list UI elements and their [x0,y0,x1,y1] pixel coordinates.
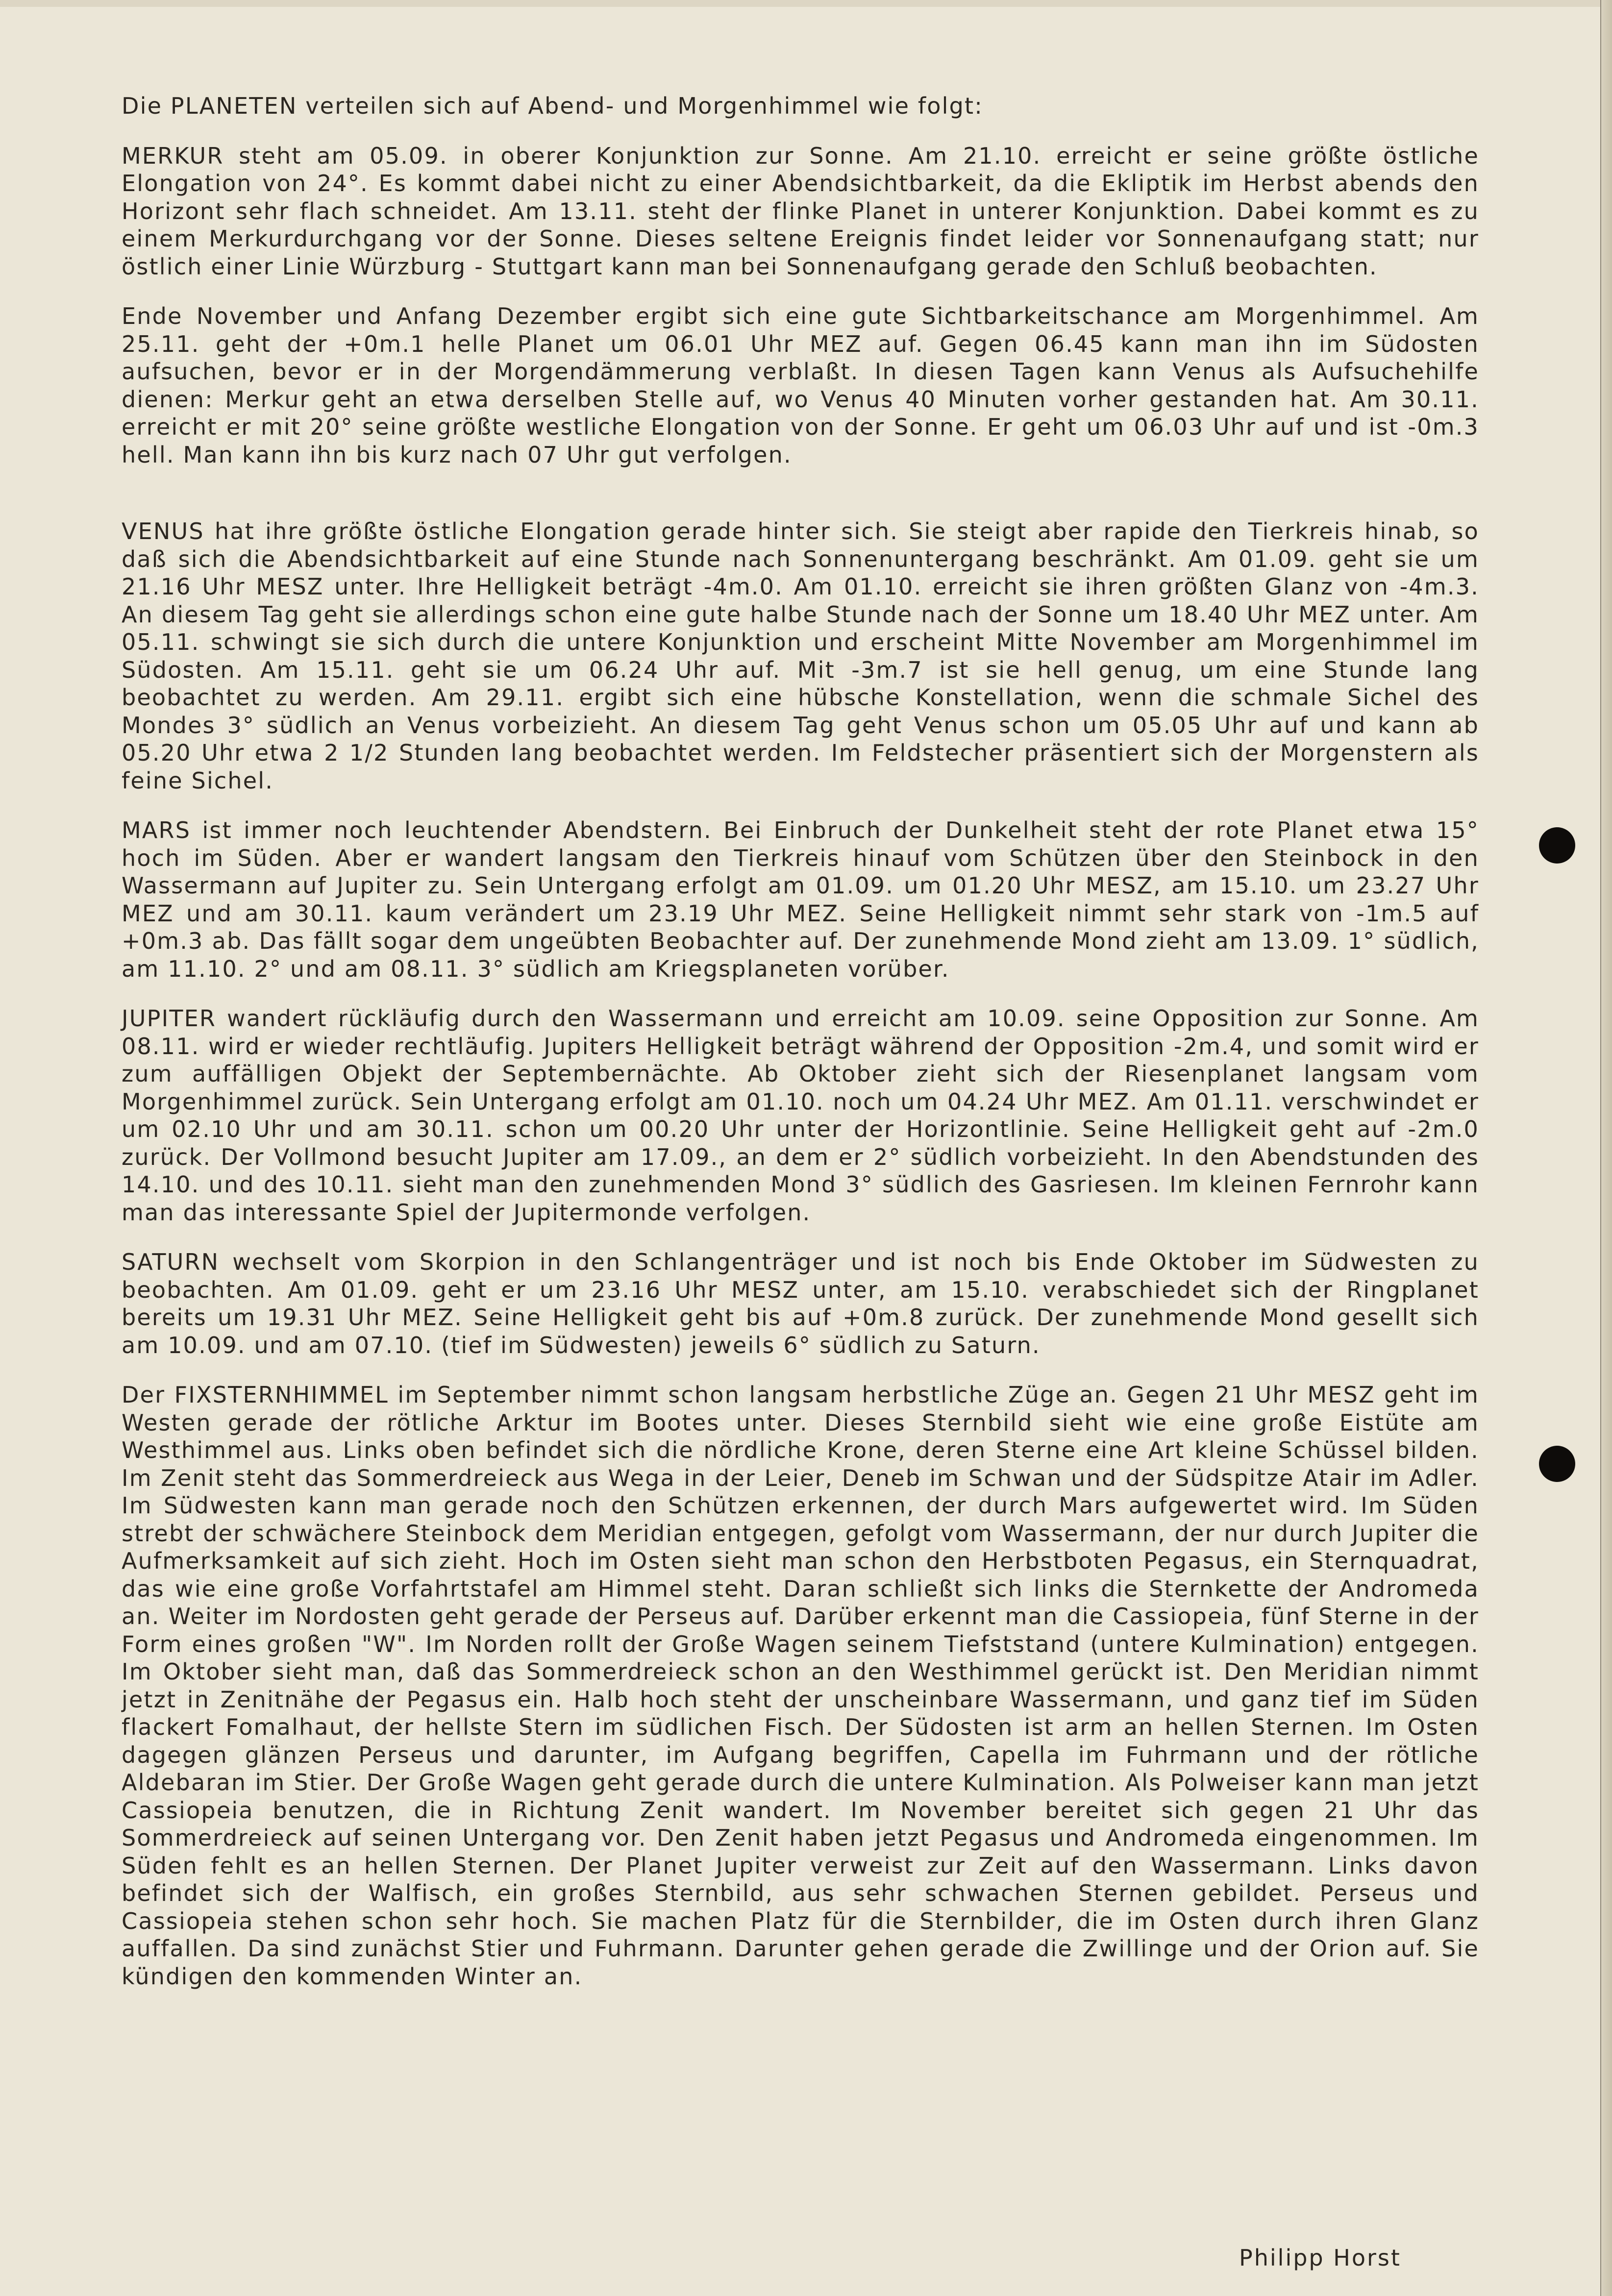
venus-paragraph: VENUS hat ihre größte östliche Elongation gerade hinter sich. Sie steigt aber rapide den Tierkreis hinab, so daß sich die Abendsichtbarkeit auf eine Stunde nach Sonnenuntergang beschränkt. Am 01.09. geht sie um 21.16 Uhr MESZ unter. Ihre Helligkeit beträgt -4m.0. Am 01.10. erreicht sie ihren größten Glanz von -4m.3. An diesem Tag geht sie allerdings schon eine gute halbe Stunde nach der Sonne um 18.40 Uhr MEZ unter. Am 05.11. schwingt sie sich durch die untere Konjunktion und erscheint Mitte November am Morgenhimmel im Südosten. Am 15.11. geht sie um 06.24 Uhr auf. Mit -3m.7 ist sie hell genug, um eine Stunde lang beobachtet zu werden. Am 29.11. ergibt sich eine hübsche Konstellation, wenn die schmale Sichel des Mondes 3° südlich an Venus vorbeizieht. An diesem Tag geht Venus schon um 05.05 Uhr auf und kann ab 05.20 Uhr etwa 2 1/2 Stunden lang beobachtet werden. Im Feldstecher präsentiert sich der Morgenstern als feine Sichel. [122,518,1479,794]
punch-hole-upper [1539,827,1575,864]
author-signature: Philipp Horst [1239,2245,1401,2271]
fixsternhimmel-paragraph: Der FIXSTERNHIMMEL im September nimmt schon langsam herbstliche Züge an. Gegen 21 Uhr MESZ geht im Westen gerade der rötliche Arktur im Bootes unter. Dieses Sternbild sieht wie eine große Eistüte am Westhimmel aus. Links oben befindet sich die nördliche Krone, deren Sterne eine Art kleine Schüssel bilden. Im Zenit steht das Sommerdreieck aus Wega in der Leier, Deneb im Schwan und der Südspitze Atair im Adler. Im Südwesten kann man gerade noch den Schützen erkennen, der durch Mars aufgewertet wird. Im Süden strebt der schwächere Steinbock dem Meridian entgegen, gefolgt vom Wassermann, der nur durch Jupiter die Aufmerksamkeit auf sich zieht. Hoch im Osten sieht man schon den Herbstboten Pegasus, ein Sternquadrat, das wie eine große Vorfahrtstafel am Himmel steht. Daran schließt sich links die Sternkette der Andromeda an. Weiter im Nordosten geht gerade der Perseus auf. Darüber erkennt man die Cassiopeia, fünf Sterne in der Form eines großen "W". Im Norden rollt der Große Wagen seinem Tiefststand (untere Kulmination) entgegen. Im Oktober sieht man, daß das Sommerdreieck schon an den Westhimmel gerückt ist. Den Meridian nimmt jetzt in Zenitnähe der Pegasus ein. Halb hoch steht der unscheinbare Wassermann, und ganz tief im Süden flackert Fomalhaut, der hellste Stern im südlichen Fisch. Der Südosten ist arm an hellen Sternen. Im Osten dagegen glänzen Perseus und darunter, im Aufgang begriffen, Capella im Fuhrmann und der rötliche Aldebaran im Stier. Der Große Wagen geht gerade durch die untere Kulmination. Als Polweiser kann man jetzt Cassiopeia benutzen, die in Richtung Zenit wandert. Im November bereitet sich gegen 21 Uhr das Sommerdreieck auf seinen Untergang vor. Den Zenit haben jetzt Pegasus und Andromeda eingenommen. Im Süden fehlt es an hellen Sternen. Der Planet Jupiter verweist zur Zeit auf den Wassermann. Links davon befindet sich der Walfisch, ein großes Sternbild, aus sehr schwachen Sternen gebildet. Perseus und Cassiopeia stehen schon sehr hoch. Sie machen Platz für die Sternbilder, die im Osten durch ihren Glanz auffallen. Da sind zunächst Stier und Fuhrmann. Darunter gehen gerade die Zwillinge und der Orion auf. Sie kündigen den kommenden Winter an. [122,1382,1479,1990]
punch-hole-lower [1539,1446,1575,1482]
page-right-edge [1600,0,1612,2296]
page-top-edge [0,0,1612,7]
jupiter-paragraph: JUPITER wandert rückläufig durch den Wassermann und erreicht am 10.09. seine Opposition zur Sonne. Am 08.11. wird er wieder rechtläufig. Jupiters Helligkeit beträgt während der Opposition -2m.4, und somit wird er zum auffälligen Objekt der Septembernächte. Ab Oktober zieht sich der Riesenplanet langsam vom Morgenhimmel zurück. Sein Untergang erfolgt am 01.10. noch um 04.24 Uhr MEZ. Am 01.11. verschwindet er um 02.10 Uhr und am 30.11. schon um 00.20 Uhr unter der Horizontlinie. Seine Helligkeit geht auf -2m.0 zurück. Der Vollmond besucht Jupiter am 17.09., an dem er 2° südlich vorbeizieht. In den Abendstunden des 14.10. und des 10.11. sieht man den zunehmenden Mond 3° südlich des Gasriesen. Im kleinen Fernrohr kann man das interessante Spiel der Jupitermonde verfolgen. [122,1005,1479,1226]
intro-paragraph: Die PLANETEN verteilen sich auf Abend- und Morgenhimmel wie folgt: [122,93,983,119]
saturn-paragraph: SATURN wechselt vom Skorpion in den Schlangenträger und ist noch bis Ende Oktober im Südwesten zu beobachten. Am 01.09. geht er um 23.16 Uhr MESZ unter, am 15.10. verabschiedet sich der Ringplanet bereits um 19.31 Uhr MEZ. Seine Helligkeit geht bis auf +0m.8 zurück. Der zunehmende Mond gesellt sich am 10.09. und am 07.10. (tief im Südwesten) jeweils 6° südlich zu Saturn. [122,1249,1479,1358]
mars-paragraph: MARS ist immer noch leuchtender Abendstern. Bei Einbruch der Dunkelheit steht der rote Planet etwa 15° hoch im Süden. Aber er wandert langsam den Tierkreis hinauf vom Schützen über den Steinbock in den Wassermann auf Jupiter zu. Sein Untergang erfolgt am 01.09. um 01.20 Uhr MESZ, am 15.10. um 23.27 Uhr MEZ und am 30.11. kaum verändert um 23.19 Uhr MEZ. Seine Helligkeit nimmt sehr stark von -1m.5 auf +0m.3 ab. Das fällt sogar dem ungeübten Beobachter auf. Der zunehmende Mond zieht am 13.09. 1° südlich, am 11.10. 2° und am 08.11. 3° südlich am Kriegsplaneten vorüber. [122,817,1479,982]
merkur-paragraph-2: Ende November und Anfang Dezember ergibt sich eine gute Sichtbarkeitschance am Morgenhimmel. Am 25.11. geht der +0m.1 helle Planet um 06.01 Uhr MEZ auf. Gegen 06.45 kann man ihn im Südosten aufsuchen, bevor er in der Morgendämmerung verblaßt. In diesen Tagen kann Venus als Aufsuchehilfe dienen: Merkur geht an etwa derselben Stelle auf, wo Venus 40 Minuten vorher gestanden hat. Am 30.11. erreicht er mit 20° seine größte westliche Elongation von der Sonne. Er geht um 06.03 Uhr auf und ist -0m.3 hell. Man kann ihn bis kurz nach 07 Uhr gut verfolgen. [122,303,1479,468]
article-body [122,92,1479,2012]
merkur-paragraph-1: MERKUR steht am 05.09. in oberer Konjunktion zur Sonne. Am 21.10. erreicht er seine größte östliche Elongation von 24°. Es kommt dabei nicht zu einer Abendsichtbarkeit, da die Ekliptik im Herbst abends den Horizont sehr flach schneidet. Am 13.11. steht der flinke Planet in unterer Konjunktion. Dabei kommt es zu einem Merkurdurchgang vor der Sonne. Dieses seltene Ereignis findet leider vor Sonnenaufgang statt; nur östlich einer Linie Würzburg - Stuttgart kann man bei Sonnenaufgang gerade den Schluß beobachten. [122,142,1479,280]
